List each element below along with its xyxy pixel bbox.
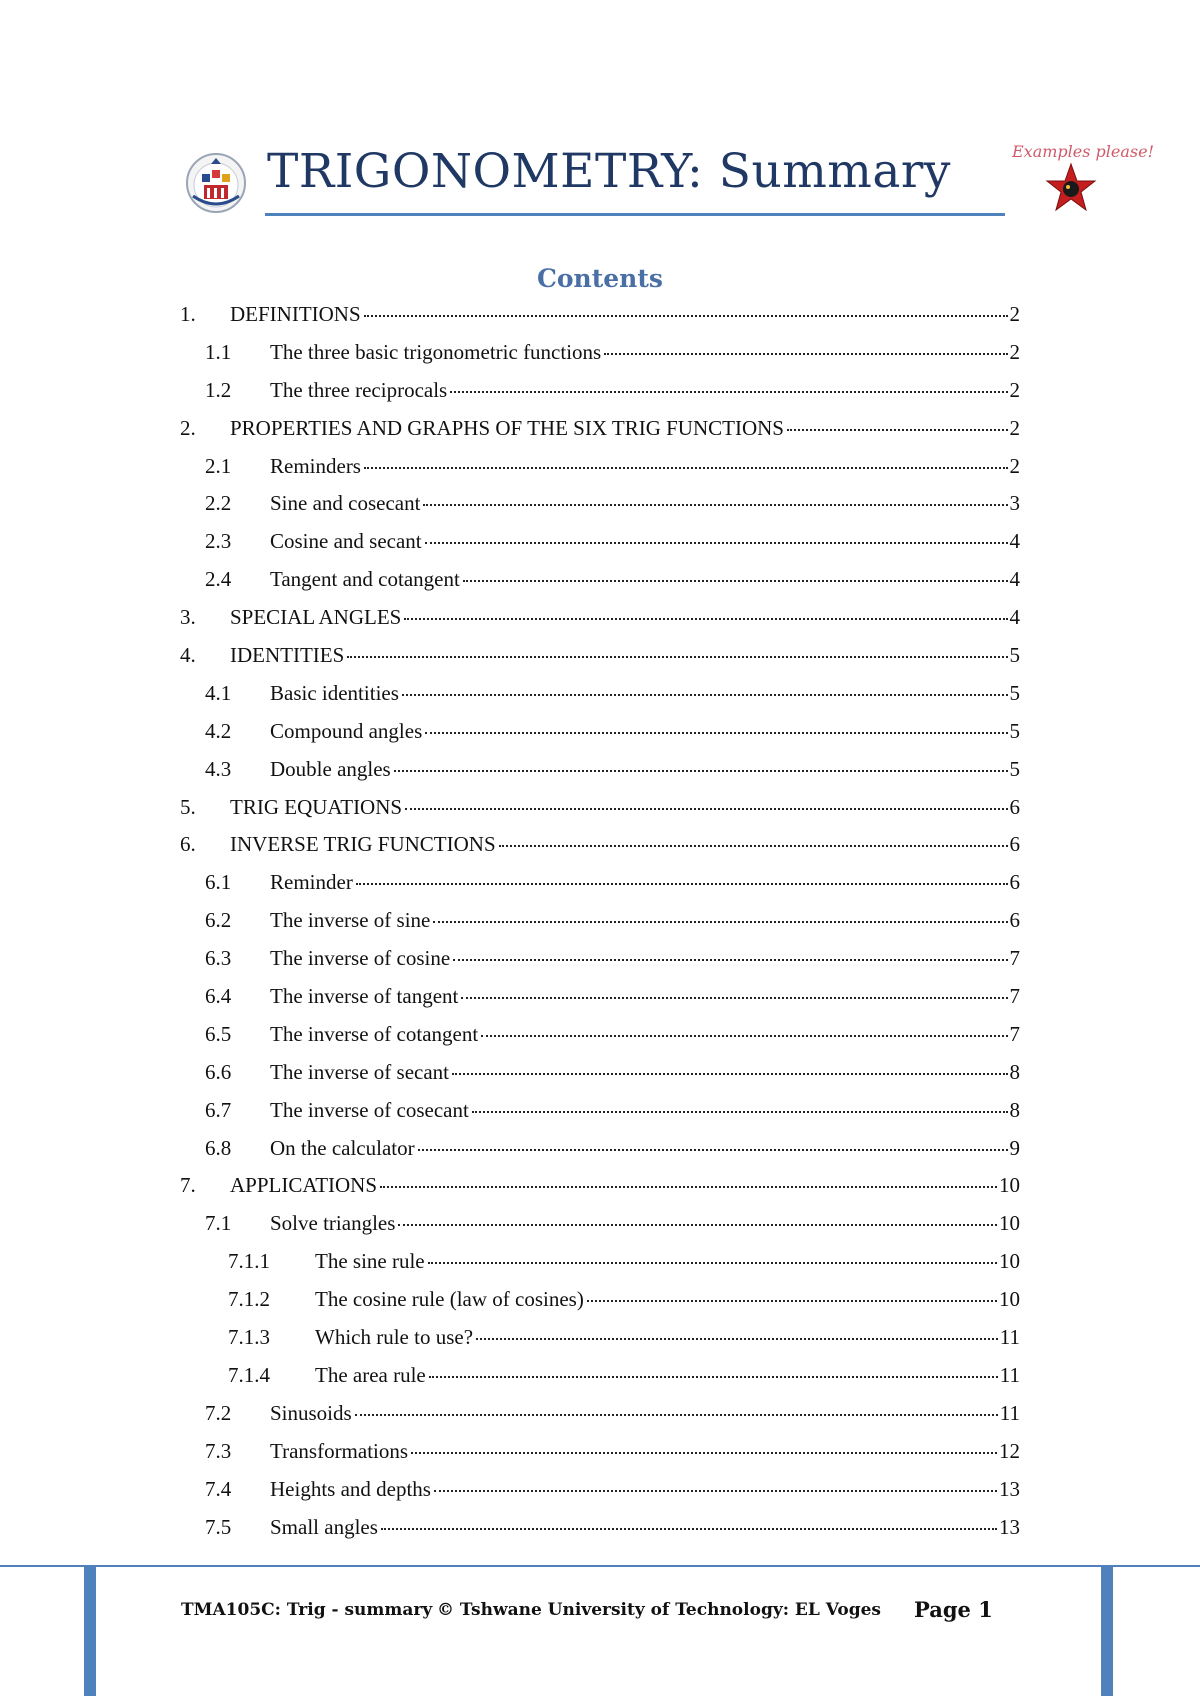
toc-entry-title: The inverse of cosine <box>270 946 451 971</box>
toc-entry-number: 7. <box>180 1173 196 1198</box>
toc-entry[interactable] <box>180 757 1020 795</box>
toc-entry[interactable] <box>180 946 1020 984</box>
toc-entry-number: 6.6 <box>205 1059 232 1084</box>
toc-entry-title: DEFINITIONS <box>230 302 361 326</box>
toc-entry-page: 5 <box>1009 756 1020 781</box>
toc-entry-page: 10 <box>999 1249 1020 1274</box>
toc-entry-number: 6.5 <box>205 1021 232 1046</box>
toc-entry-page: 4 <box>1009 605 1020 630</box>
toc-entry-title: Reminder <box>270 870 353 895</box>
toc-entry-page: 7 <box>1009 1021 1020 1046</box>
toc-entry[interactable] <box>180 1439 1020 1477</box>
toc-entry[interactable] <box>180 1325 1020 1363</box>
toc-entry-number: 7.2 <box>205 1400 232 1425</box>
toc-dot-leader <box>434 1490 997 1492</box>
toc-entry-page: 7 <box>1009 984 1020 1009</box>
toc-entry-number: 4.1 <box>205 680 232 705</box>
document-title: TRIGONOMETRY: Summary <box>267 144 951 199</box>
toc-entry[interactable] <box>180 1211 1020 1249</box>
toc-dot-leader <box>604 353 1007 355</box>
toc-entry-title: INVERSE TRIG FUNCTIONS <box>230 832 496 857</box>
toc-entry-title: The three reciprocals <box>270 377 448 402</box>
toc-entry-number: 6.8 <box>205 1135 232 1160</box>
toc-entry-title: Sinusoids <box>270 1400 352 1425</box>
toc-heading: Contents <box>536 264 663 293</box>
toc-entry[interactable] <box>180 1022 1020 1060</box>
toc-entry-number: 7.1.1 <box>228 1249 270 1274</box>
toc-dot-leader <box>433 921 1007 923</box>
toc-dot-leader <box>394 770 1008 772</box>
toc-entry[interactable] <box>180 416 1020 454</box>
toc-entry[interactable] <box>180 795 1020 833</box>
toc-entry-number: 4.2 <box>205 718 232 743</box>
toc-dot-leader <box>380 1186 997 1188</box>
toc-entry-number: 7.5 <box>205 1514 232 1539</box>
toc-entry[interactable] <box>180 454 1020 492</box>
toc-dot-leader <box>411 1452 997 1454</box>
toc-entry-number: 2. <box>180 415 196 440</box>
toc-entry-title: APPLICATIONS <box>230 1173 378 1198</box>
toc-entry[interactable] <box>180 1060 1020 1098</box>
toc-dot-leader <box>402 694 1008 696</box>
toc-dot-leader <box>461 997 1007 999</box>
toc-entry-number: 2.2 <box>205 491 232 516</box>
toc-entry-title: The area rule <box>315 1362 426 1387</box>
stamp-text: Examples please! <box>1012 142 1155 161</box>
toc-entry-title: TRIG EQUATIONS <box>230 794 403 819</box>
toc-entry-number: 1. <box>180 302 196 326</box>
toc-entry-page: 2 <box>1009 415 1020 440</box>
toc-entry-number: 4.3 <box>205 756 232 781</box>
toc-dot-leader <box>429 1376 998 1378</box>
toc-dot-leader <box>787 429 1008 431</box>
toc-entry-page: 4 <box>1009 567 1020 592</box>
toc-entry-page: 12 <box>999 1438 1020 1463</box>
footer-page-number: Page 1 <box>914 1597 993 1622</box>
toc-entry[interactable] <box>180 643 1020 681</box>
toc-dot-leader <box>481 1035 1007 1037</box>
toc-dot-leader <box>398 1224 997 1226</box>
toc-entry-title: Which rule to use? <box>315 1325 474 1350</box>
toc-entry-page: 11 <box>999 1400 1020 1425</box>
toc-entry-title: The three basic trigonometric functions <box>270 339 602 364</box>
toc-dot-leader <box>463 580 1008 582</box>
toc-entry-number: 3. <box>180 605 196 630</box>
toc-entry-title: Heights and depths <box>270 1476 431 1501</box>
toc-entry-page: 10 <box>999 1211 1020 1236</box>
toc-entry-page: 10 <box>999 1287 1020 1312</box>
toc-entry-title: Reminders <box>270 453 361 478</box>
toc-entry-number: 7.1 <box>205 1211 232 1236</box>
toc-entry-title: On the calculator <box>270 1135 415 1160</box>
toc-entry-page: 2 <box>1009 377 1020 402</box>
toc-entry[interactable] <box>180 529 1020 567</box>
toc-entry-page: 13 <box>999 1476 1020 1501</box>
toc-entry-number: 2.3 <box>205 529 232 554</box>
toc-entry-number: 6.4 <box>205 984 232 1009</box>
toc-entry-title: Transformations <box>270 1438 409 1463</box>
toc-entry-title: Double angles <box>270 756 391 781</box>
toc-dot-leader <box>404 618 1007 620</box>
toc-entry-number: 4. <box>180 643 196 668</box>
toc-dot-leader <box>347 656 1007 658</box>
toc-entry-title: The inverse of secant <box>270 1059 450 1084</box>
toc-entry-number: 5. <box>180 794 196 819</box>
red-star-icon <box>1044 162 1098 214</box>
toc-entry-page: 6 <box>1009 832 1020 857</box>
toc-entry-title: SPECIAL ANGLES <box>230 605 402 630</box>
toc-entry[interactable] <box>180 832 1020 870</box>
toc-entry-number: 6.7 <box>205 1097 232 1122</box>
toc-entry-number: 7.1.2 <box>228 1287 270 1312</box>
footer-rule <box>0 1565 1200 1567</box>
toc-dot-leader <box>499 845 1008 847</box>
toc-entry-title: The inverse of cotangent <box>270 1021 479 1046</box>
toc-entry-title: Tangent and cotangent <box>270 567 460 592</box>
toc-entry-title: PROPERTIES AND GRAPHS OF THE SIX TRIG FUNCTIONS <box>230 415 784 440</box>
toc-entry-page: 6 <box>1009 870 1020 895</box>
toc-dot-leader <box>364 467 1008 469</box>
toc-entry[interactable] <box>180 340 1020 378</box>
toc-entry-title: Sine and cosecant <box>270 491 421 516</box>
toc-entry-title: The cosine rule (law of cosines) <box>315 1287 584 1312</box>
toc-entry-page: 5 <box>1009 680 1020 705</box>
toc-entry-title: Small angles <box>270 1514 378 1539</box>
toc-entry[interactable] <box>180 1287 1020 1325</box>
toc-entry-page: 2 <box>1009 453 1020 478</box>
toc-entry-page: 8 <box>1009 1097 1020 1122</box>
toc-entry-page: 3 <box>1009 491 1020 516</box>
toc-entry-page: 6 <box>1009 794 1020 819</box>
toc-dot-leader <box>453 959 1007 961</box>
toc-entry[interactable] <box>180 681 1020 719</box>
toc-dot-leader <box>472 1111 1008 1113</box>
toc-entry-page: 5 <box>1009 718 1020 743</box>
toc-entry-page: 6 <box>1009 908 1020 933</box>
toc-dot-leader <box>405 808 1007 810</box>
toc-entry-page: 13 <box>999 1514 1020 1539</box>
toc-entry-page: 11 <box>999 1325 1020 1350</box>
toc-entry[interactable] <box>180 1515 1020 1553</box>
toc-entry-number: 7.1.4 <box>228 1362 270 1387</box>
toc-dot-leader <box>356 883 1008 885</box>
toc-entry[interactable] <box>180 302 1020 340</box>
toc-entry-title: Cosine and secant <box>270 529 422 554</box>
toc-entry-title: IDENTITIES <box>230 643 345 668</box>
toc-entry-number: 1.1 <box>205 339 232 364</box>
toc-entry-page: 11 <box>999 1362 1020 1387</box>
toc-entry-title: The inverse of tangent <box>270 984 459 1009</box>
toc-entry[interactable] <box>180 605 1020 643</box>
toc-entry-page: 5 <box>1009 643 1020 668</box>
toc-dot-leader <box>423 504 1007 506</box>
toc-entry[interactable] <box>180 719 1020 757</box>
toc-entry[interactable] <box>180 1363 1020 1401</box>
toc-entry-number: 7.4 <box>205 1476 232 1501</box>
toc-entry-page: 8 <box>1009 1059 1020 1084</box>
toc-dot-leader <box>425 542 1008 544</box>
toc-dot-leader <box>381 1528 997 1530</box>
toc-entry[interactable] <box>180 1098 1020 1136</box>
toc-dot-leader <box>418 1149 1008 1151</box>
toc-entry-title: The sine rule <box>315 1249 425 1274</box>
toc-entry-number: 1.2 <box>205 377 232 402</box>
footer-right-bar <box>1101 1567 1113 1696</box>
toc-entry-title: Solve triangles <box>270 1211 396 1236</box>
toc-entry-title: The inverse of cosecant <box>270 1097 469 1122</box>
toc-entry-page: 2 <box>1009 302 1020 326</box>
toc-entry-title: Compound angles <box>270 718 423 743</box>
toc-entry-number: 6. <box>180 832 196 857</box>
toc-entry-number: 7.1.3 <box>228 1325 270 1350</box>
toc-dot-leader <box>450 391 1007 393</box>
toc-entry[interactable] <box>180 491 1020 529</box>
toc-dot-leader <box>428 1262 997 1264</box>
toc-entry-title: Basic identities <box>270 680 399 705</box>
toc-entry[interactable] <box>180 378 1020 416</box>
toc-entry-number: 2.4 <box>205 567 232 592</box>
toc-entry-page: 2 <box>1009 339 1020 364</box>
toc-entry[interactable] <box>180 1249 1020 1287</box>
toc-dot-leader <box>355 1414 998 1416</box>
toc-entry[interactable] <box>180 984 1020 1022</box>
toc-entry[interactable] <box>180 908 1020 946</box>
document-header <box>185 140 1005 220</box>
toc-entry[interactable] <box>180 1136 1020 1174</box>
toc-entry-page: 7 <box>1009 946 1020 971</box>
toc-entry-page: 9 <box>1009 1135 1020 1160</box>
toc-dot-leader <box>587 1300 997 1302</box>
toc-dot-leader <box>476 1338 998 1340</box>
toc-dot-leader <box>425 732 1007 734</box>
examples-stamp <box>1012 142 1155 212</box>
toc-entry-number: 2.1 <box>205 453 232 478</box>
toc-entry-number: 6.1 <box>205 870 232 895</box>
toc-entry-number: 6.2 <box>205 908 232 933</box>
toc-entry-page: 4 <box>1009 529 1020 554</box>
toc-dot-leader <box>364 315 1008 317</box>
footer-left-bar <box>84 1567 96 1696</box>
toc-entry[interactable] <box>180 567 1020 605</box>
university-crest-icon <box>185 152 247 214</box>
footer-copyright: © Tshwane University of Technology: EL Voges <box>437 1600 881 1620</box>
title-underline <box>265 213 1005 216</box>
toc-entry-title: The inverse of sine <box>270 908 431 933</box>
toc-entry[interactable] <box>180 1401 1020 1439</box>
toc-entry[interactable] <box>180 1173 1020 1211</box>
toc-entry[interactable] <box>180 1477 1020 1515</box>
toc-entry-number: 7.3 <box>205 1438 232 1463</box>
toc-dot-leader <box>452 1073 1007 1075</box>
toc-entry-page: 10 <box>999 1173 1020 1198</box>
toc-entry[interactable] <box>180 870 1020 908</box>
footer-course: TMA105C: Trig - summary <box>181 1600 433 1620</box>
table-of-contents <box>180 302 1020 1552</box>
toc-entry-number: 6.3 <box>205 946 232 971</box>
